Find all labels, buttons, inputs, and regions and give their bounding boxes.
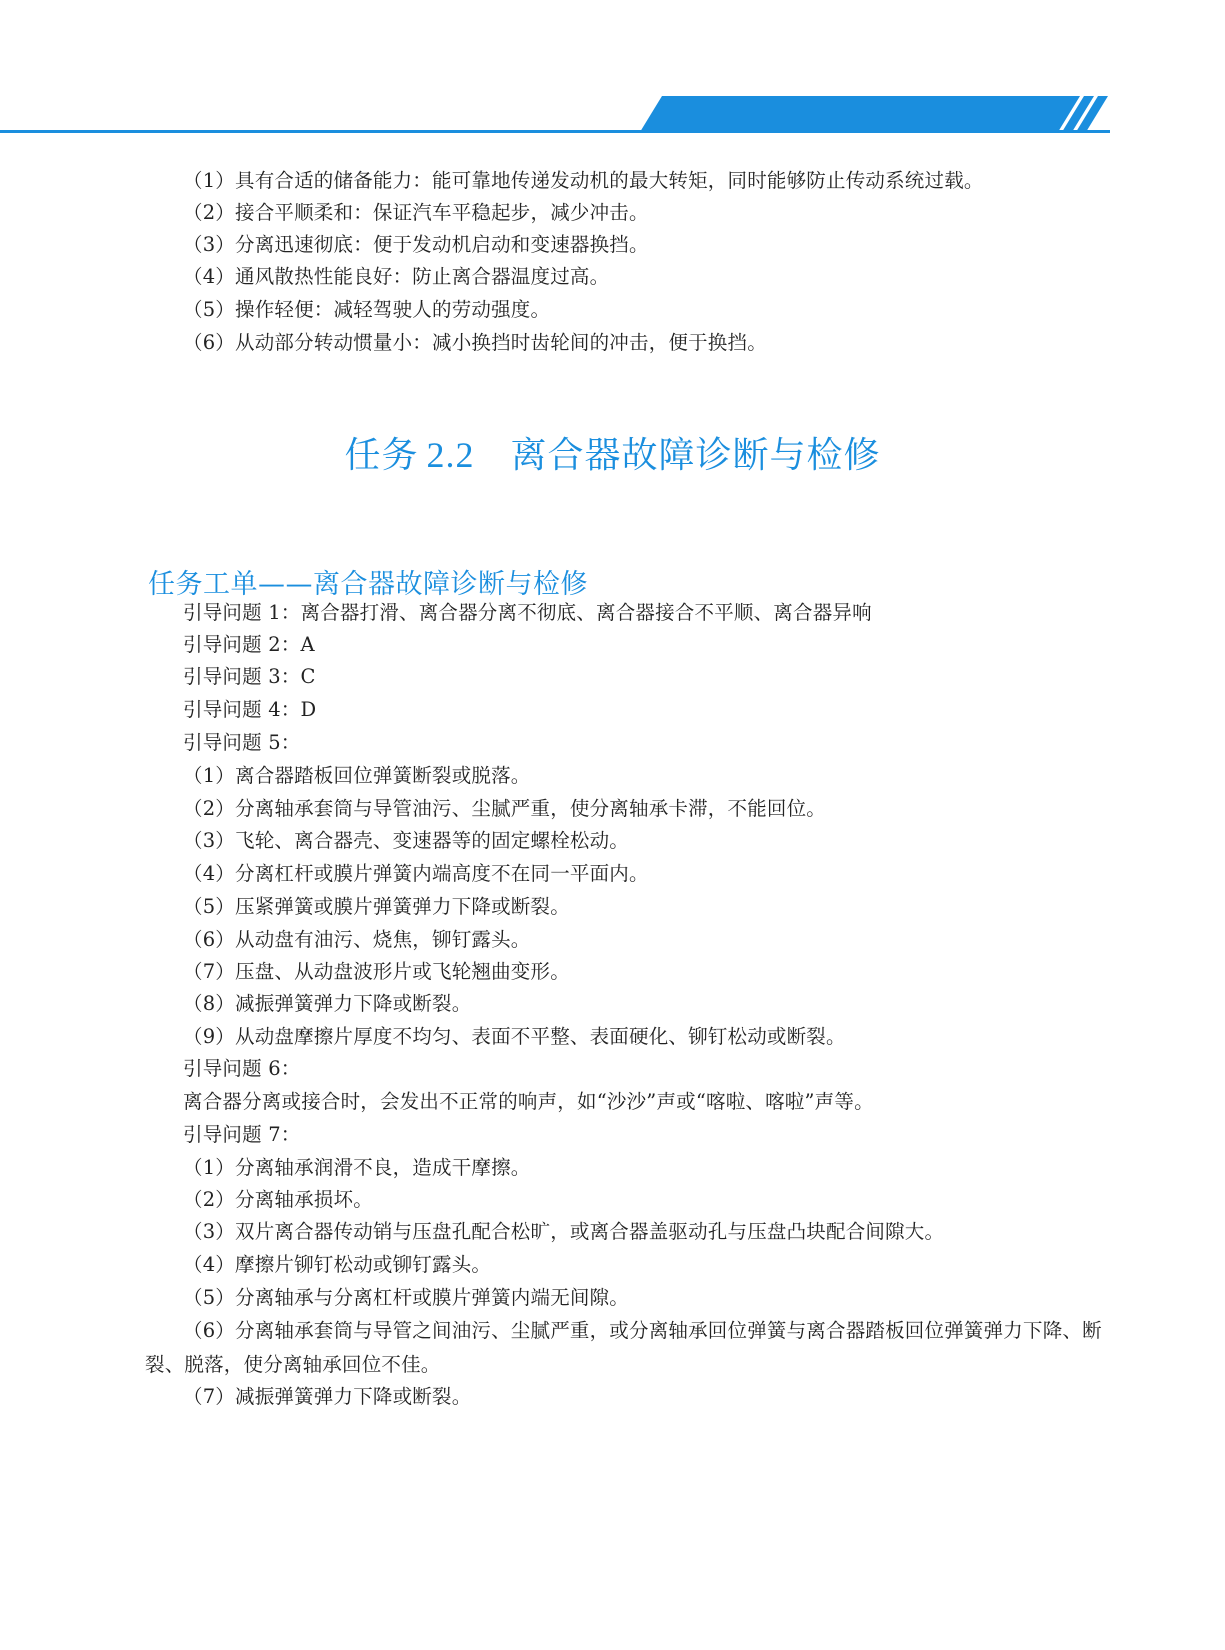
q5-item-1: （1）离合器踏板回位弹簧断裂或脱落。 [183, 764, 531, 787]
intro-item-4: （4）通风散热性能良好：防止离合器温度过高。 [183, 265, 610, 288]
q7-item-6: （6）分离轴承套筒与导管之间油污、尘腻严重，或分离轴承回位弹簧与离合器踏板回位弹簧弹力下降、断裂、脱落，使分离轴承回位不佳。 [145, 1319, 1102, 1376]
q6-answer: 离合器分离或接合时，会发出不正常的响声，如“沙沙”声或“喀啦、喀啦”声等。 [183, 1090, 874, 1113]
question-4: 引导问题 4：D [183, 698, 317, 721]
intro-item-2: （2）接合平顺柔和：保证汽车平稳起步，减少冲击。 [183, 201, 649, 224]
question-6: 引导问题 6： [183, 1057, 301, 1080]
header-bar-block [640, 96, 1080, 132]
q7-item-5: （5）分离轴承与分离杠杆或膜片弹簧内端无间隙。 [183, 1286, 630, 1309]
question-3: 引导问题 3：C [183, 665, 316, 688]
task-title-number: 2.2 [426, 435, 475, 475]
intro-item-5: （5）操作轻便：减轻驾驶人的劳动强度。 [183, 298, 551, 321]
q7-item-2: （2）分离轴承损坏。 [183, 1188, 373, 1211]
q5-item-5: （5）压紧弹簧或膜片弹簧弹力下降或断裂。 [183, 895, 570, 918]
intro-item-6: （6）从动部分转动惯量小：减小换挡时齿轮间的冲击，便于换挡。 [183, 331, 767, 354]
q5-item-2: （2）分离轴承套筒与导管油污、尘腻严重，使分离轴承卡滞，不能回位。 [183, 797, 827, 820]
q5-item-8: （8）减振弹簧弹力下降或断裂。 [183, 992, 472, 1015]
question-5: 引导问题 5： [183, 731, 301, 754]
intro-item-3: （3）分离迅速彻底：便于发动机启动和变速器换挡。 [183, 233, 649, 256]
question-2: 引导问题 2：A [183, 633, 315, 656]
q7-item-3: （3）双片离合器传动销与压盘孔配合松旷，或离合器盖驱动孔与压盘凸块配合间隙大。 [183, 1220, 945, 1243]
intro-item-1: （1）具有合适的储备能力：能可靠地传递发动机的最大转矩，同时能够防止传动系统过载。 [183, 169, 984, 192]
task-title [0, 427, 1225, 478]
question-7: 引导问题 7： [183, 1123, 301, 1146]
header-stripe-decoration [640, 96, 1108, 132]
q7-item-7: （7）减振弹簧弹力下降或断裂。 [183, 1385, 472, 1408]
q5-item-4: （4）分离杠杆或膜片弹簧内端高度不在同一平面内。 [183, 862, 649, 885]
q5-item-7: （7）压盘、从动盘波形片或飞轮翘曲变形。 [183, 960, 570, 983]
q5-item-9: （9）从动盘摩擦片厚度不均匀、表面不平整、表面硬化、铆钉松动或断裂。 [183, 1025, 846, 1048]
q5-item-6: （6）从动盘有油污、烧焦，铆钉露头。 [183, 928, 531, 951]
question-1: 引导问题 1：离合器打滑、离合器分离不彻底、离合器接合不平顺、离合器异响 [183, 601, 872, 624]
task-title-name: 离合器故障诊断与检修 [510, 435, 881, 476]
q7-item-1: （1）分离轴承润滑不良，造成干摩擦。 [183, 1156, 531, 1179]
q5-item-3: （3）飞轮、离合器壳、变速器等的固定螺栓松动。 [183, 829, 630, 852]
q7-item-4: （4）摩擦片铆钉松动或铆钉露头。 [183, 1253, 492, 1276]
task-title-prefix: 任务 [344, 435, 419, 476]
worksheet-title: 任务工单——离合器故障诊断与检修 [148, 569, 588, 600]
